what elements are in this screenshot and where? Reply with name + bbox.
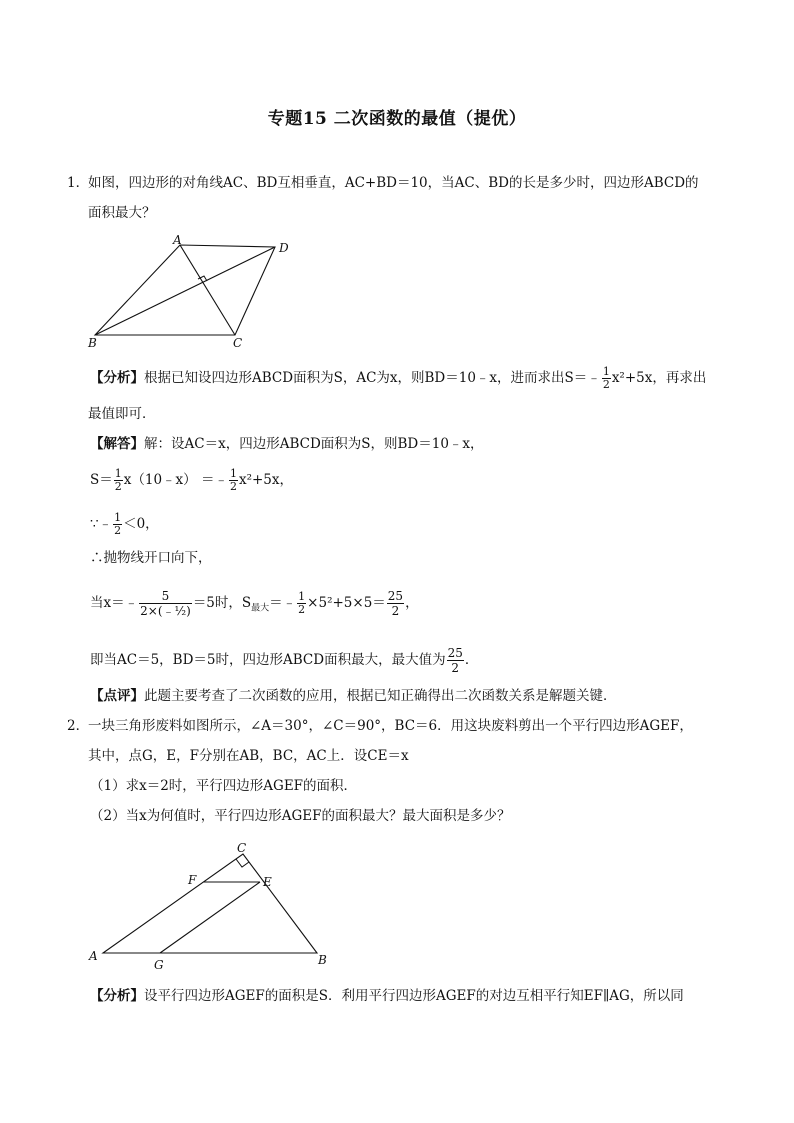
label-E: E [263, 875, 272, 889]
s-eq-c: x²+5x， [238, 472, 293, 488]
label-C: C [233, 336, 243, 350]
result-b: ． [464, 652, 479, 668]
comment-text: 此题主要考查了二次函数的应用，根据已知正确得出二次函数关系是解题关键． [144, 688, 617, 704]
q1-therefore: ∴抛物线开口向下， [90, 550, 212, 566]
when-e: ， [405, 595, 419, 611]
label-D: D [279, 241, 289, 255]
q1-s-equation [90, 468, 293, 493]
label-F: F [188, 873, 197, 887]
question-2-line-1: 一块三角形废料如图所示，∠A＝30°，∠C＝90°，BC＝6．用这块废料剪出一个平行四边形AGEF， [88, 718, 693, 734]
q1-when [90, 589, 419, 619]
fraction-vertex: $\frac{5}{\text{2×(﹣½)}}$ [140, 589, 191, 618]
s-eq-a: S＝ [90, 472, 113, 488]
diagonal-bd [95, 247, 275, 335]
question-1-line-1: 如图，四边形的对角线AC、BD互相垂直，AC+BD＝10，当AC、BD的长是多少时，四边形ABCD的 [88, 175, 699, 191]
triangle-outline [103, 854, 317, 953]
s-eq-b: x（10﹣x） ＝﹣ [123, 472, 228, 488]
because-b: ＜0， [123, 516, 159, 532]
label-A: A [89, 949, 98, 963]
q1-result [90, 646, 478, 675]
label-B: B [88, 336, 97, 350]
when-a: 当x＝﹣ [90, 595, 139, 611]
fraction-half: $\frac{1}{2}$ [114, 511, 122, 537]
question-1-line-2: 面积最大？ [88, 205, 156, 221]
q1-analysis-line-2: 最值即可． [88, 406, 156, 422]
fraction-half: $\frac{1}{2}$ [298, 590, 306, 616]
quadrilateral-figure [85, 235, 305, 350]
label-A: A [173, 235, 182, 247]
analysis-text: 设平行四边形AGEF的面积是S．利用平行四边形AGEF的对边互相平行知EF∥AG，所以同 [144, 988, 684, 1004]
analysis-text-b: x²+5x，再求出 [611, 370, 707, 386]
fraction-half: $\frac{1}{2}$ [114, 467, 122, 493]
page-title: 专题15 二次函数的最值（提优） [267, 109, 527, 129]
because-a: ∵﹣ [90, 516, 113, 532]
answer-tag: 【解答】 [90, 436, 144, 452]
label-C: C [237, 841, 247, 855]
analysis-text-a: 根据已知设四边形ABCD面积为S，AC为x，则BD＝10﹣x，进而求出S＝﹣ [144, 370, 601, 386]
question-2-number: 2． [67, 718, 90, 734]
triangle-figure [85, 838, 345, 973]
analysis-tag: 【分析】 [90, 370, 144, 386]
question-2-sub-2: （2）当x为何值时，平行四边形AGEF的面积最大？最大面积是多少？ [90, 808, 511, 824]
analysis-tag: 【分析】 [90, 988, 144, 1004]
question-1-number: 1． [67, 175, 90, 191]
fraction-25-2: $\frac{25}{2}$ [387, 589, 404, 618]
when-d: ×5²+5×5＝ [307, 595, 386, 611]
when-c: ＝﹣ [269, 595, 297, 611]
question-2-sub-1: （1）求x＝2时，平行四边形AGEF的面积． [90, 778, 358, 794]
fraction-half: $\frac{1}{2}$ [602, 365, 610, 391]
question-2-line-2: 其中，点G，E，F分别在AB，BC，AC上．设CE＝x [88, 748, 409, 764]
q1-analysis [90, 366, 706, 391]
comment-tag: 【点评】 [90, 688, 144, 704]
answer-text: 解：设AC＝x，四边形ABCD面积为S，则BD＝10﹣x， [144, 436, 484, 452]
q1-comment [90, 686, 617, 706]
q2-analysis [90, 986, 684, 1006]
q1-because [90, 512, 159, 537]
label-B: B [318, 953, 327, 967]
segment-ge [160, 882, 260, 953]
when-b: ＝5时，S [192, 595, 252, 611]
fraction-half: $\frac{1}{2}$ [229, 467, 237, 493]
label-G: G [154, 958, 164, 972]
q1-answer-line-1 [90, 434, 484, 454]
result-a: 即当AC＝5，BD＝5时，四边形ABCD面积最大，最大值为 [90, 652, 446, 668]
fraction-25-2: $\frac{25}{2}$ [447, 646, 463, 675]
when-sub: 最大 [251, 603, 270, 614]
